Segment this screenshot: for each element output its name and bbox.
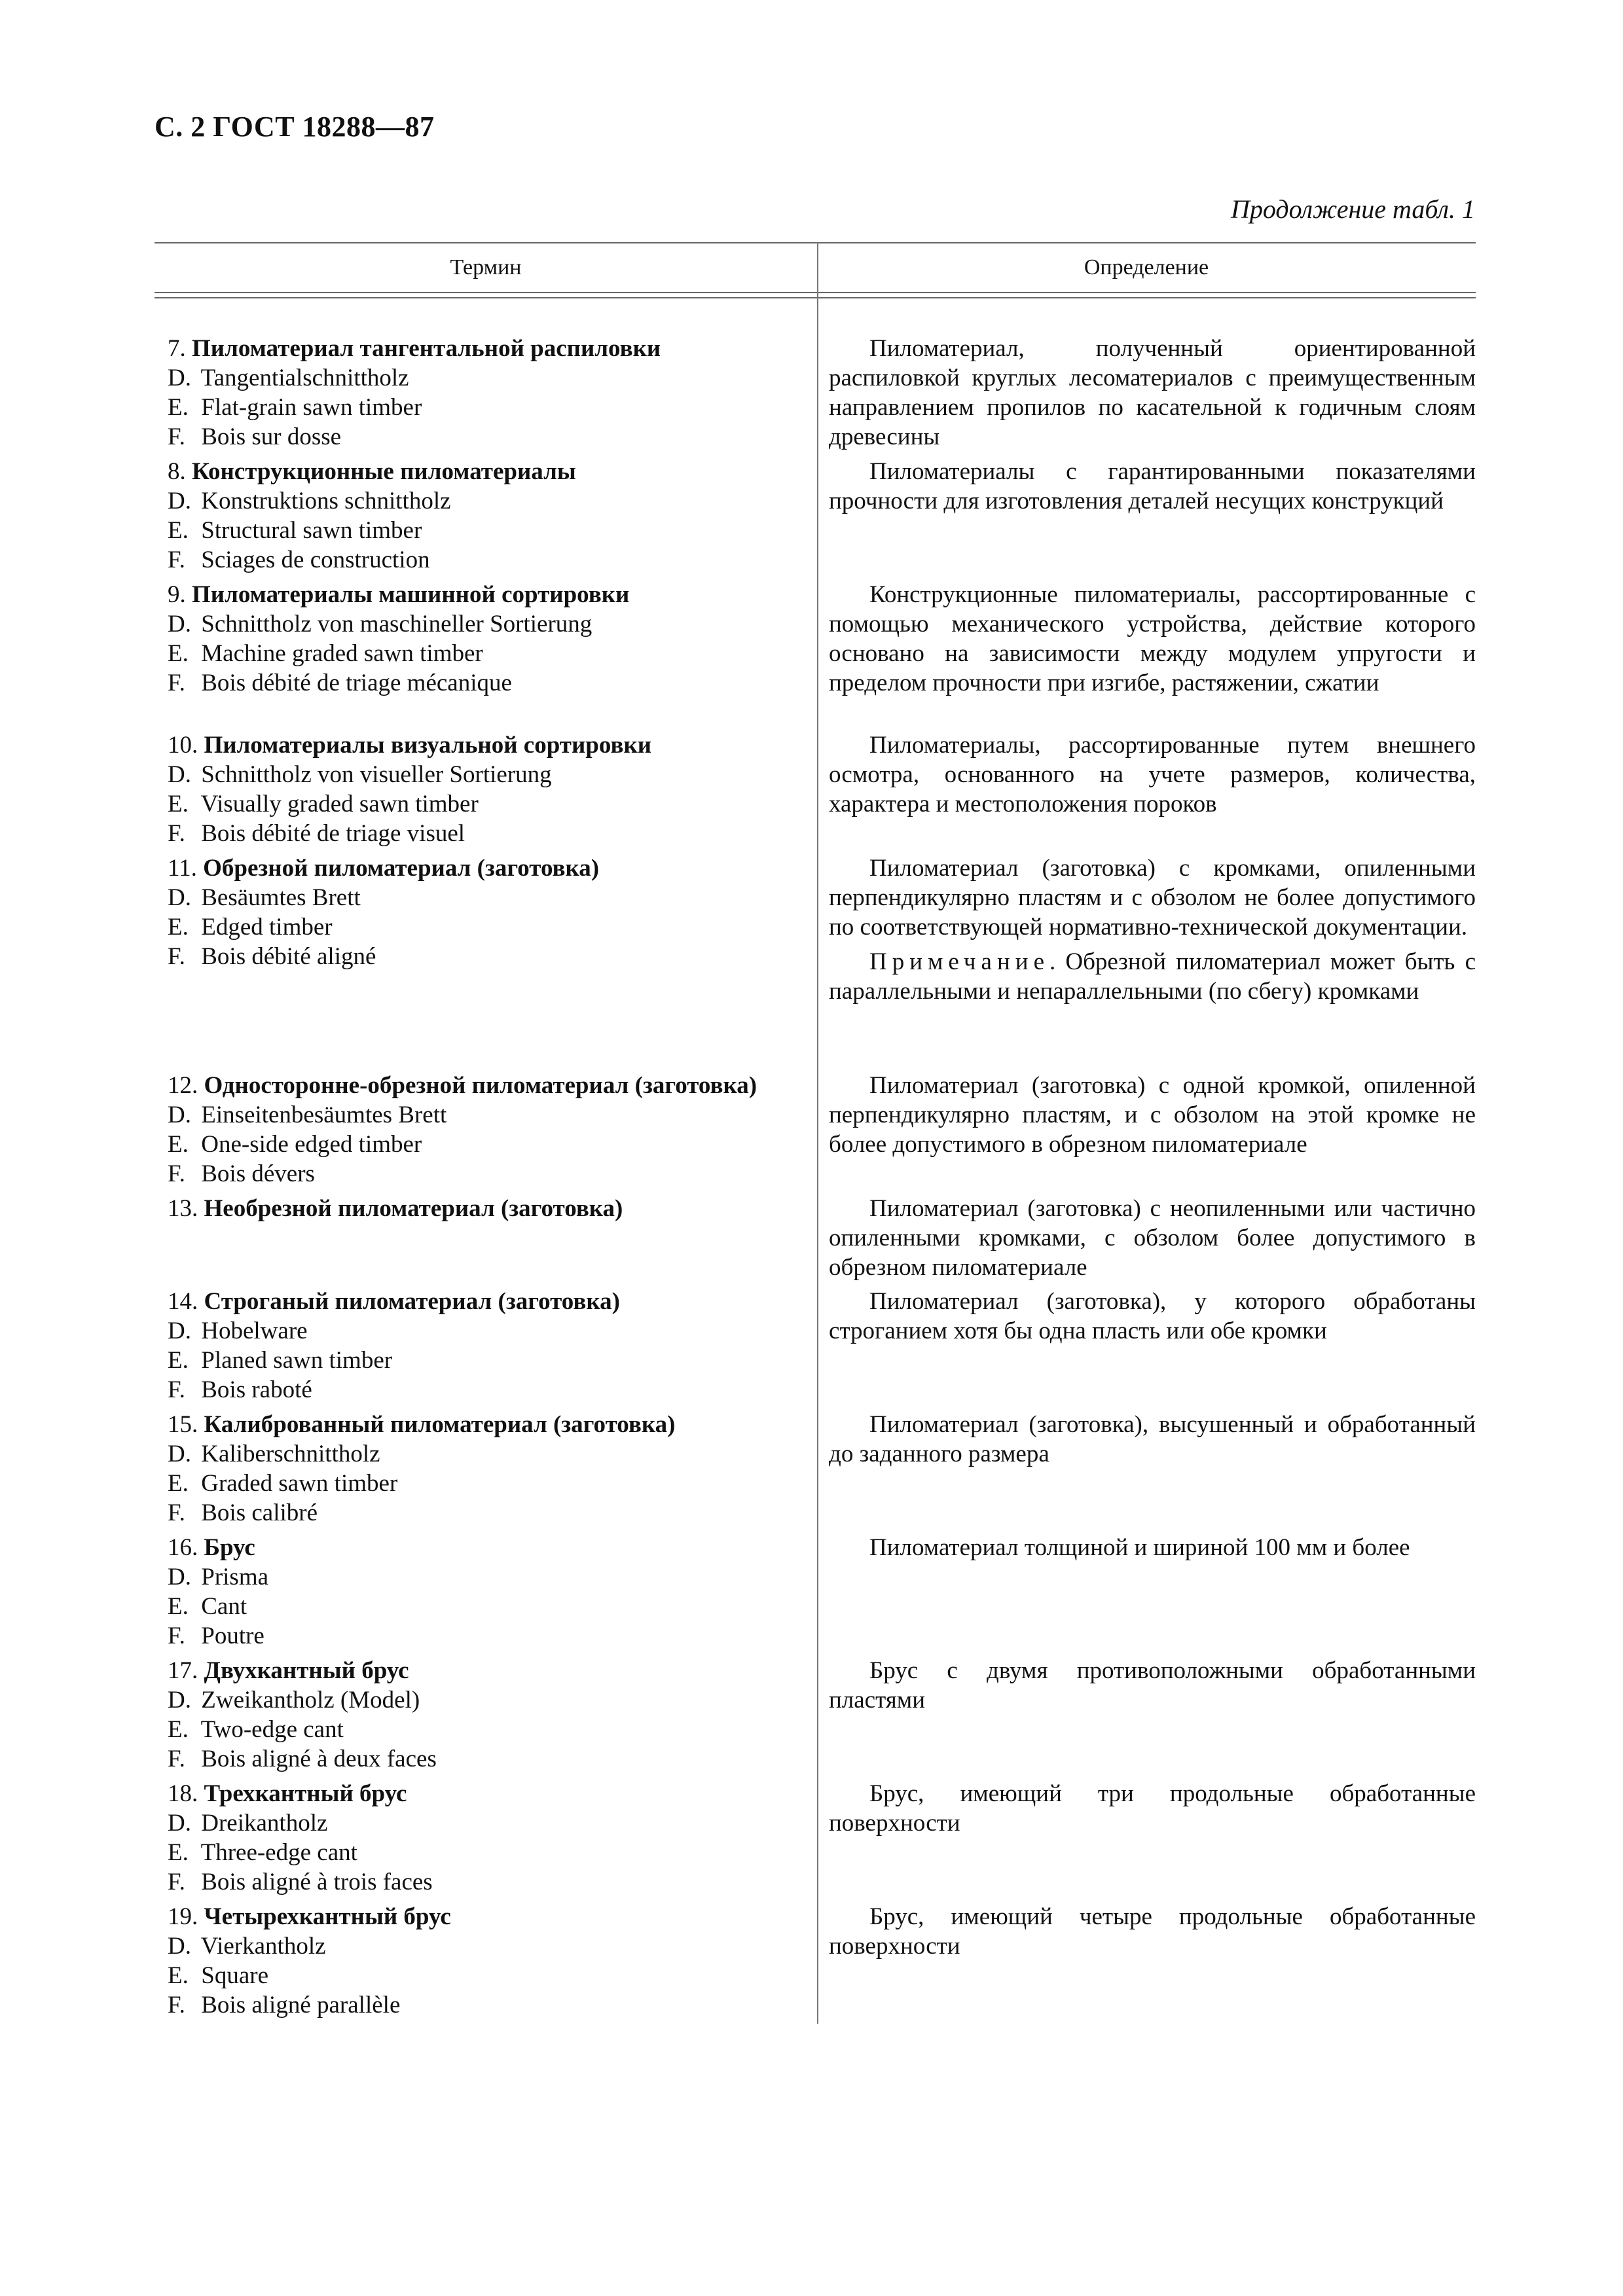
term-english — [168, 1130, 809, 1159]
lang-code-f: F. — [168, 670, 185, 696]
term-german — [168, 1685, 809, 1715]
lang-code-d: D. — [168, 1933, 191, 1960]
lang-code-f: F. — [168, 1499, 185, 1526]
term-name: Двухкантный брус — [204, 1657, 409, 1684]
term-german-text: Zweikantholz (Model) — [201, 1687, 420, 1713]
term-title — [168, 853, 809, 883]
term-title — [168, 457, 809, 486]
term-english — [168, 1838, 809, 1867]
term-english — [168, 516, 809, 545]
definition-cell — [829, 1533, 1476, 1562]
term-french — [168, 668, 809, 698]
term-french — [168, 1990, 809, 2020]
term-french — [168, 942, 809, 971]
term-german — [168, 486, 809, 516]
definition-cell — [829, 1287, 1476, 1346]
term-english — [168, 1961, 809, 1990]
lang-code-e: E. — [168, 1470, 189, 1497]
lang-code-f: F. — [168, 1992, 185, 2018]
definition-cell — [829, 457, 1476, 516]
lang-code-d: D. — [168, 1810, 191, 1837]
lang-code-f: F. — [168, 1160, 185, 1187]
term-german — [168, 883, 809, 912]
term-french — [168, 1375, 809, 1405]
term-french-text: Bois aligné parallèle — [201, 1992, 401, 2018]
term-name: Пиломатериал тангентальной распиловки — [192, 335, 661, 362]
term-german — [168, 1316, 809, 1346]
term-english-text: Two-edge cant — [200, 1716, 344, 1743]
definition-text: Пиломатериалы, рассортированные путем внешнего осмотра, основанного на учете размеров, количества, характера и местоположения пороков — [829, 732, 1476, 817]
lang-code-e: E. — [168, 1839, 189, 1866]
lang-code-e: E. — [168, 517, 189, 544]
term-number: 19. — [168, 1903, 198, 1930]
note-text: . Обрезной пиломатериал может быть с параллельными и непараллельными (по сбегу) кромками — [829, 948, 1476, 1005]
lang-code-f: F. — [168, 423, 185, 450]
term-number: 12. — [168, 1072, 198, 1099]
term-title — [168, 1287, 809, 1316]
term-name: Калиброванный пиломатериал (заготовка) — [204, 1411, 676, 1438]
lang-code-f: F. — [168, 820, 185, 847]
term-german-text: Konstruktions schnittholz — [201, 488, 451, 514]
term-english-text: Graded sawn timber — [201, 1470, 398, 1497]
term-title — [168, 580, 809, 609]
definition-cell — [829, 334, 1476, 452]
term-german-text: Schnittholz von visueller Sortierung — [201, 761, 552, 788]
definition-cell — [829, 1656, 1476, 1715]
term-number: 13. — [168, 1195, 198, 1222]
term-english-text: One-side edged timber — [201, 1131, 422, 1158]
term-french — [168, 1744, 809, 1774]
term-english-text: Square — [201, 1962, 268, 1989]
term-german-text: Vierkantholz — [200, 1933, 326, 1960]
definition-cell — [829, 1194, 1476, 1282]
term-title — [168, 1071, 809, 1100]
definition-text: Брус, имеющий три продольные обработанные поверхности — [829, 1780, 1476, 1837]
lang-code-e: E. — [168, 791, 189, 817]
definition-cell — [829, 1779, 1476, 1838]
table-top-rule — [155, 242, 1476, 243]
term-french-text: Bois aligné à deux faces — [201, 1746, 437, 1772]
header-rule — [155, 292, 1476, 293]
term-english-text: Structural sawn timber — [201, 517, 422, 544]
term-english-text: Cant — [201, 1593, 247, 1620]
lang-code-f: F. — [168, 1623, 185, 1649]
term-german — [168, 363, 809, 393]
definition-note — [829, 947, 1476, 1006]
term-english — [168, 1715, 809, 1744]
definition-cell — [829, 853, 1476, 1006]
definition-cell — [829, 580, 1476, 698]
term-cell — [168, 1533, 809, 1651]
term-french — [168, 1498, 809, 1528]
lang-code-f: F. — [168, 1376, 185, 1403]
lang-code-e: E. — [168, 640, 189, 667]
column-header-definition: Определение — [1084, 255, 1209, 279]
term-cell — [168, 457, 809, 575]
definition-text: Конструкционные пиломатериалы, рассортированные с помощью механического устройства, действие которого основано на зависимости между модулем упругости и пределом прочности при изгибе, растяжении, сжатии — [829, 581, 1476, 696]
term-name: Трехкантный брус — [204, 1780, 407, 1807]
term-title — [168, 1533, 809, 1562]
lang-code-d: D. — [168, 1318, 191, 1344]
definition-text: Пиломатериал, полученный ориентированной распиловкой круглых лесоматериалов с преимущественным направлением пропилов по касательной к годичным слоям древесины — [829, 335, 1476, 450]
term-number: 17. — [168, 1657, 198, 1684]
term-name: Необрезной пиломатериал (заготовка) — [204, 1195, 623, 1222]
definition-text: Пиломатериал толщиной и шириной 100 мм и более — [869, 1534, 1410, 1561]
term-cell — [168, 853, 809, 971]
column-header-term: Термин — [450, 255, 522, 279]
lang-code-d: D. — [168, 1102, 191, 1128]
header-rule-double — [155, 297, 1476, 298]
term-german-text: Dreikantholz — [201, 1810, 328, 1837]
lang-code-f: F. — [168, 1746, 185, 1772]
term-french-text: Bois dévers — [201, 1160, 315, 1187]
term-name: Обрезной пиломатериал (заготовка) — [203, 855, 600, 882]
lang-code-e: E. — [168, 394, 189, 421]
term-number: 11. — [168, 855, 197, 882]
lang-code-d: D. — [168, 488, 191, 514]
term-name: Пиломатериалы визуальной сортировки — [204, 732, 652, 759]
term-title — [168, 730, 809, 760]
term-french-text: Poutre — [201, 1623, 264, 1649]
definition-text: Пиломатериал (заготовка) с неопиленными или частично опиленными кромками, с обзолом более допустимого в обрезном пиломатериале — [829, 1195, 1476, 1281]
lang-code-d: D. — [168, 1441, 191, 1467]
lang-code-f: F. — [168, 943, 185, 970]
term-french-text: Bois débité aligné — [201, 943, 376, 970]
definition-cell — [829, 1410, 1476, 1469]
term-title — [168, 1410, 809, 1439]
term-name: Четырехкантный брус — [204, 1903, 451, 1930]
term-english — [168, 1469, 809, 1498]
term-english-text: Machine graded sawn timber — [201, 640, 483, 667]
definition-text: Пиломатериал (заготовка) с одной кромкой, опиленной перпендикулярно пластям, и с обзолом на этой кромке не более допустимого в обрезном пиломатериале — [829, 1072, 1476, 1158]
lang-code-e: E. — [168, 1716, 189, 1743]
term-english-text: Three-edge cant — [200, 1839, 357, 1866]
term-name: Строганый пиломатериал (заготовка) — [204, 1288, 620, 1315]
term-french-text: Sciages de construction — [201, 547, 430, 573]
term-english — [168, 639, 809, 668]
lang-code-d: D. — [168, 884, 191, 911]
lang-code-d: D. — [168, 365, 191, 391]
term-name: Пиломатериалы машинной сортировки — [192, 581, 630, 608]
lang-code-e: E. — [168, 1962, 189, 1989]
term-german — [168, 760, 809, 789]
term-title — [168, 334, 809, 363]
term-german — [168, 1562, 809, 1592]
term-german-text: Besäumtes Brett — [201, 884, 361, 911]
term-number: 8. — [168, 458, 186, 485]
term-english — [168, 1592, 809, 1621]
term-german — [168, 1439, 809, 1469]
term-cell — [168, 1287, 809, 1405]
term-german-text: Kaliberschnittholz — [201, 1441, 380, 1467]
term-english-text: Planed sawn timber — [201, 1347, 393, 1374]
term-french-text: Bois débité de triage mécanique — [201, 670, 512, 696]
term-name: Конструкционные пиломатериалы — [192, 458, 576, 485]
term-german — [168, 1931, 809, 1961]
term-french-text: Bois débité de triage visuel — [201, 820, 465, 847]
definition-text: Пиломатериалы с гарантированными показателями прочности для изготовления деталей несущих конструкций — [829, 458, 1476, 514]
term-cell — [168, 1410, 809, 1528]
term-number: 7. — [168, 335, 186, 362]
term-german — [168, 1100, 809, 1130]
term-cell — [168, 334, 809, 452]
lang-code-d: D. — [168, 761, 191, 788]
term-english — [168, 1346, 809, 1375]
term-cell — [168, 1071, 809, 1189]
note-label: Примечание — [869, 948, 1049, 975]
term-german-text: Einseitenbesäumtes Brett — [201, 1102, 447, 1128]
term-english-text: Visually graded sawn timber — [200, 791, 479, 817]
lang-code-f: F. — [168, 1869, 185, 1895]
term-german-text: Schnittholz von maschineller Sortierung — [201, 611, 593, 637]
term-cell — [168, 1779, 809, 1897]
term-title — [168, 1902, 809, 1931]
term-english-text: Edged timber — [201, 914, 333, 941]
term-french — [168, 819, 809, 848]
term-title — [168, 1779, 809, 1808]
definition-text: Пиломатериал (заготовка), высушенный и обработанный до заданного размера — [829, 1411, 1476, 1467]
term-german — [168, 1808, 809, 1838]
definition-cell — [829, 1902, 1476, 1961]
term-french — [168, 1159, 809, 1189]
lang-code-d: D. — [168, 1564, 191, 1590]
term-number: 9. — [168, 581, 186, 608]
definition-cell — [829, 1071, 1476, 1159]
page-title: С. 2 ГОСТ 18288—87 — [155, 111, 435, 143]
lang-code-e: E. — [168, 914, 189, 941]
term-french-text: Bois calibré — [201, 1499, 318, 1526]
term-english — [168, 789, 809, 819]
term-cell — [168, 1194, 809, 1223]
term-cell — [168, 730, 809, 848]
lang-code-e: E. — [168, 1131, 189, 1158]
term-french-text: Bois aligné à trois faces — [201, 1869, 433, 1895]
column-divider — [817, 242, 818, 2024]
term-french — [168, 1621, 809, 1651]
term-title — [168, 1656, 809, 1685]
definition-text: Брус с двумя противоположными обработанными пластями — [829, 1657, 1476, 1713]
term-cell — [168, 1902, 809, 2020]
term-german — [168, 609, 809, 639]
term-french — [168, 422, 809, 452]
term-name: Односторонне-обрезной пиломатериал (заготовка) — [204, 1072, 757, 1099]
term-cell — [168, 1656, 809, 1774]
lang-code-d: D. — [168, 1687, 191, 1713]
term-name: Брус — [204, 1534, 255, 1561]
definition-text: Пиломатериал (заготовка), у которого обработаны строганием хотя бы одна пласть или обе кромки — [829, 1288, 1476, 1344]
definition-cell — [829, 730, 1476, 819]
term-number: 14. — [168, 1288, 198, 1315]
lang-code-e: E. — [168, 1593, 189, 1620]
term-number: 18. — [168, 1780, 198, 1807]
term-english — [168, 912, 809, 942]
table-continuation-label: Продолжение табл. 1 — [1230, 194, 1475, 224]
term-french — [168, 545, 809, 575]
term-english — [168, 393, 809, 422]
term-english-text: Flat-grain sawn timber — [201, 394, 422, 421]
term-cell — [168, 580, 809, 698]
term-french — [168, 1867, 809, 1897]
lang-code-d: D. — [168, 611, 191, 637]
term-number: 15. — [168, 1411, 198, 1438]
term-french-text: Bois raboté — [201, 1376, 312, 1403]
definition-text: Пиломатериал (заготовка) с кромками, опиленными перпендикулярно пластям и с обзолом не более допустимого по соответствующей нормативно-технической документации. — [829, 855, 1476, 941]
definition-text: Брус, имеющий четыре продольные обработанные поверхности — [829, 1903, 1476, 1960]
term-number: 10. — [168, 732, 198, 759]
lang-code-f: F. — [168, 547, 185, 573]
term-german-text: Hobelware — [201, 1318, 308, 1344]
term-title — [168, 1194, 809, 1223]
lang-code-e: E. — [168, 1347, 189, 1374]
term-number: 16. — [168, 1534, 198, 1561]
term-german-text: Tangentialschnittholz — [200, 365, 409, 391]
term-french-text: Bois sur dosse — [201, 423, 342, 450]
term-german-text: Prisma — [201, 1564, 269, 1590]
